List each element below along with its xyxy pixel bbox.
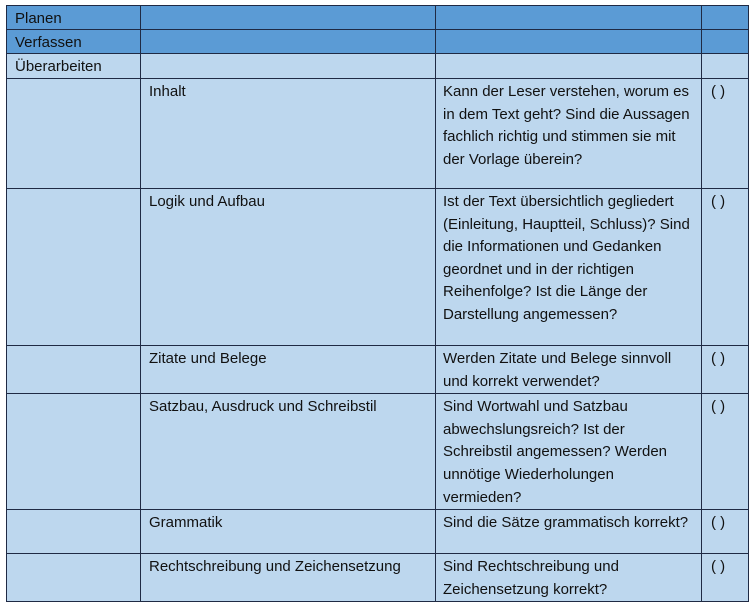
criterion-row	[7, 394, 749, 510]
phase-row-revise	[7, 54, 749, 79]
criterion-question: Sind Rechtschreibung und Zeichensetzung korrekt?	[436, 554, 702, 602]
empty-cell	[7, 554, 141, 602]
phase-label-plan: Planen	[7, 6, 141, 30]
criterion-row	[7, 554, 749, 602]
criterion-aspect: Satzbau, Ausdruck und Schreibstil	[141, 394, 436, 510]
criterion-row	[7, 346, 749, 394]
criterion-aspect: Inhalt	[141, 79, 436, 189]
empty-cell	[7, 346, 141, 394]
criterion-aspect: Grammatik	[141, 510, 436, 554]
criterion-row	[7, 510, 749, 554]
criterion-question: Sind Wortwahl und Satzbau abwechslungsreich? Ist der Schreibstil angemessen? Werden unnötige Wiederholungen vermieden?	[436, 394, 702, 510]
criterion-question: Werden Zitate und Belege sinnvoll und korrekt verwendet?	[436, 346, 702, 394]
phase-row-write	[7, 30, 749, 54]
empty-cell	[7, 510, 141, 554]
phase-label-write: Verfassen	[7, 30, 141, 54]
criterion-aspect: Logik und Aufbau	[141, 189, 436, 346]
empty-cell	[7, 394, 141, 510]
writing-checklist-table	[6, 5, 749, 602]
criterion-checkbox[interactable]: ( )	[702, 346, 749, 394]
criterion-checkbox[interactable]: ( )	[702, 79, 749, 189]
empty-cell	[436, 30, 702, 54]
criterion-checkbox[interactable]: ( )	[702, 510, 749, 554]
empty-cell	[436, 54, 702, 79]
criterion-row	[7, 189, 749, 346]
empty-cell	[702, 54, 749, 79]
empty-cell	[702, 30, 749, 54]
criterion-row	[7, 79, 749, 189]
criterion-checkbox[interactable]: ( )	[702, 394, 749, 510]
criterion-question: Kann der Leser verstehen, worum es in dem Text geht? Sind die Aussagen fachlich richtig und stimmen sie mit der Vorlage überein?	[436, 79, 702, 189]
empty-cell	[702, 6, 749, 30]
criterion-aspect: Zitate und Belege	[141, 346, 436, 394]
checklist-sheet	[6, 5, 749, 602]
phase-row-plan	[7, 6, 749, 30]
empty-cell	[436, 6, 702, 30]
empty-cell	[141, 6, 436, 30]
criterion-aspect: Rechtschreibung und Zeichensetzung	[141, 554, 436, 602]
criterion-question: Ist der Text übersichtlich gegliedert (Einleitung, Hauptteil, Schluss)? Sind die Informationen und Gedanken geordnet und in der richtigen Reihenfolge? Ist die Länge der Darstellung angemessen?	[436, 189, 702, 346]
criterion-question: Sind die Sätze grammatisch korrekt?	[436, 510, 702, 554]
empty-cell	[141, 30, 436, 54]
criterion-checkbox[interactable]: ( )	[702, 554, 749, 602]
criterion-checkbox[interactable]: ( )	[702, 189, 749, 346]
phase-label-revise: Überarbeiten	[7, 54, 141, 79]
empty-cell	[7, 79, 141, 189]
empty-cell	[141, 54, 436, 79]
empty-cell	[7, 189, 141, 346]
